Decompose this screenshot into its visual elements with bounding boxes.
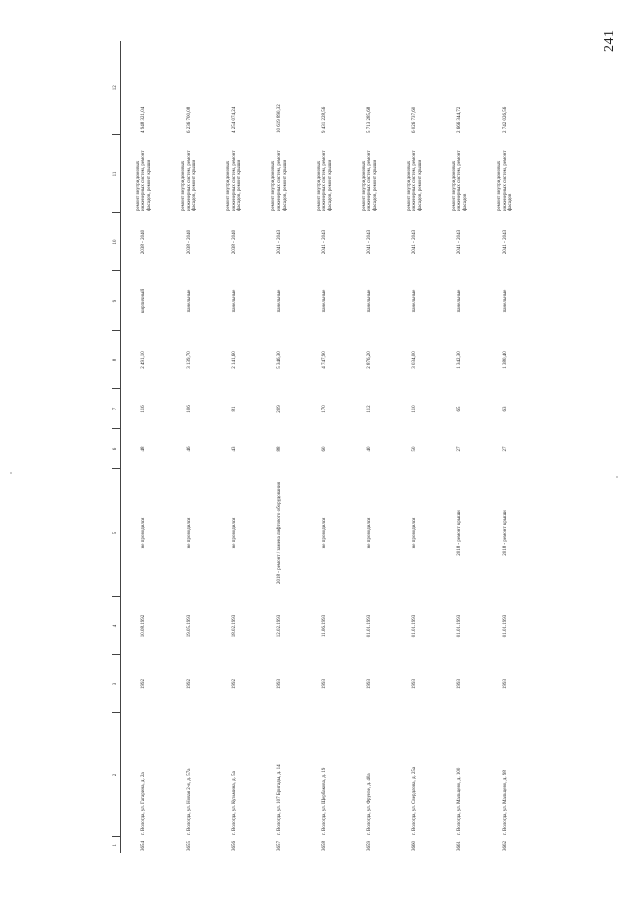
build-year-cell: 1992 <box>186 679 192 689</box>
previous-repair-cell: не проводился <box>322 517 328 549</box>
row-number: 3654 <box>141 841 147 851</box>
table-row <box>257 41 302 853</box>
col7-cell: 116 <box>141 405 147 413</box>
planned-works-cell: ремонт внутридомовых инженерных систем, ремонт фасадов, ремонт крыши <box>135 150 152 211</box>
address-cell: г. Вологда, ул. Свердлова, д. 25а <box>412 766 418 835</box>
registration-date-cell: 19.05.1993 <box>186 614 192 638</box>
build-year-cell: 1993 <box>502 679 508 689</box>
wall-material-cell: кирпичный <box>141 288 147 314</box>
row-number: 3655 <box>186 841 192 851</box>
col7-cell: 110 <box>412 405 418 413</box>
planned-works-cell: ремонт внутридомовых инженерных систем, ремонт фасадов, ремонт крыши <box>181 150 198 211</box>
table-row <box>302 41 347 853</box>
rotated-table-container <box>112 41 528 853</box>
previous-repair-cell: не проводился <box>141 517 147 549</box>
area-cell: 3 034,00 <box>412 351 418 369</box>
wall-material-cell: панельные <box>502 289 508 313</box>
row-number: 3659 <box>367 841 373 851</box>
row-number: 3657 <box>276 841 282 851</box>
build-year-cell: 1993 <box>367 679 373 689</box>
planned-works-cell: ремонт внутридомовых инженерных систем, ремонт фасадов, ремонт крыши <box>361 150 378 211</box>
col-header: 3 <box>112 655 121 713</box>
registration-date-cell: 01.01.1993 <box>412 614 418 638</box>
registration-date-cell: 10.08.1992 <box>141 614 147 638</box>
column-number-header <box>112 41 121 853</box>
area-cell: 4 747,90 <box>322 351 328 369</box>
registration-date-cell: 01.01.1993 <box>457 614 463 638</box>
col6-cell: 60 <box>322 446 328 452</box>
col6-cell: 27 <box>502 446 508 452</box>
col-header: 10 <box>112 213 121 271</box>
address-cell: г. Вологда, ул. Новая 2-я, д. 57а <box>186 768 192 835</box>
build-year-cell: 1992 <box>141 679 147 689</box>
previous-repair-cell: не проводился <box>367 517 373 549</box>
col-header: 4 <box>112 597 121 655</box>
registration-date-cell: 18.02.1993 <box>231 614 237 638</box>
table-row <box>438 41 483 853</box>
registration-date-cell: 01.01.1993 <box>502 614 508 638</box>
col-header: 7 <box>112 389 121 429</box>
col-header: 2 <box>112 713 121 837</box>
repair-period-cell: 2041 - 2043 <box>322 229 328 255</box>
registration-date-cell: 12.02.1993 <box>276 614 282 638</box>
address-cell: г. Вологда, ул. Фрунзе, д. 40а <box>367 773 373 835</box>
area-cell: 2 876,20 <box>367 351 373 369</box>
registration-date-cell: 11.06.1993 <box>322 614 328 638</box>
previous-repair-cell: не проводился <box>186 517 192 549</box>
build-year-cell: 1993 <box>322 679 328 689</box>
repair-period-cell: 2041 - 2043 <box>502 229 508 255</box>
wall-material-cell: панельные <box>231 289 237 313</box>
col-header: 5 <box>112 469 121 597</box>
table-row <box>347 41 392 853</box>
wall-material-cell: панельные <box>367 289 373 313</box>
col7-cell: 63 <box>502 406 508 412</box>
build-year-cell: 1993 <box>276 679 282 689</box>
col6-cell: 88 <box>276 446 282 452</box>
cost-cell: 4 254 074,24 <box>231 106 237 133</box>
row-number: 3658 <box>322 841 328 851</box>
wall-material-cell: панельные <box>186 289 192 313</box>
row-number: 3660 <box>412 841 418 851</box>
build-year-cell: 1993 <box>457 679 463 689</box>
previous-repair-cell: 2018 - ремонт крыши <box>457 510 463 556</box>
scan-artifact <box>616 476 618 478</box>
col-header: 12 <box>112 41 121 135</box>
area-cell: 1 380,40 <box>502 351 508 369</box>
table-row <box>121 41 167 853</box>
col6-cell: 27 <box>457 446 463 452</box>
col-header: 9 <box>112 271 121 331</box>
build-year-cell: 1992 <box>231 679 237 689</box>
area-cell: 2 141,60 <box>231 351 237 369</box>
wall-material-cell: панельные <box>457 289 463 313</box>
address-cell: г. Вологда, ул. Щербакова, д. 19 <box>322 767 328 835</box>
cost-cell: 6 026 737,60 <box>412 106 418 133</box>
col6-cell: 50 <box>412 446 418 452</box>
col-header: 6 <box>112 429 121 469</box>
address-cell: г. Вологда, ул. 107 Бригады, д. 14 <box>276 764 282 835</box>
cost-cell: 6 236 700,08 <box>186 106 192 133</box>
row-number: 3662 <box>502 841 508 851</box>
col7-cell: 209 <box>276 405 282 413</box>
page-number: 241 <box>602 29 617 52</box>
col7-cell: 65 <box>457 406 463 412</box>
build-year-cell: 1993 <box>412 679 418 689</box>
col7-cell: 112 <box>367 405 373 413</box>
repair-period-cell: 2038 - 2040 <box>186 229 192 255</box>
address-cell: г. Вологда, ул. Мальцево, д. 98 <box>502 770 508 835</box>
col7-cell: 170 <box>322 405 328 413</box>
planned-works-cell: ремонт внутридомовых инженерных систем, ремонт фасадов <box>497 150 514 211</box>
col6-cell: 46 <box>186 446 192 452</box>
cost-cell: 9 431 228,56 <box>322 106 328 133</box>
housing-repair-table <box>112 41 528 853</box>
previous-repair-cell: не проводился <box>412 517 418 549</box>
table-row <box>212 41 257 853</box>
planned-works-cell: ремонт внутридомовых инженерных систем, ремонт фасадов, ремонт крыши <box>226 150 243 211</box>
planned-works-cell: ремонт внутридомовых инженерных систем, ремонт фасадов, ремонт крыши <box>406 150 423 211</box>
col-header: 11 <box>112 135 121 213</box>
address-cell: г. Вологда, ул. Кузьмина, д. 5а <box>231 771 237 835</box>
col7-cell: 81 <box>231 406 237 412</box>
planned-works-cell: ремонт внутридомовых инженерных систем, ремонт фасадов, ремонт крыши <box>316 150 333 211</box>
repair-period-cell: 2041 - 2043 <box>412 229 418 255</box>
cost-cell: 2 742 026,56 <box>502 106 508 133</box>
col7-cell: 106 <box>186 405 192 413</box>
cost-cell: 5 713 285,68 <box>367 106 373 133</box>
table-row <box>167 41 212 853</box>
area-cell: 1 342,30 <box>457 351 463 369</box>
row-number: 3656 <box>231 841 237 851</box>
registration-date-cell: 01.01.1993 <box>367 614 373 638</box>
cost-cell: 4 948 321,04 <box>141 106 147 133</box>
table-row <box>483 41 528 853</box>
wall-material-cell: панельные <box>322 289 328 313</box>
previous-repair-cell: 2018 - ремонт / замена лифтового оборудования <box>276 482 282 584</box>
address-cell: г. Вологда, ул. Гагарина, д. 2а <box>141 772 147 835</box>
cost-cell: 2 666 344,72 <box>457 106 463 133</box>
repair-period-cell: 2041 - 2043 <box>457 229 463 255</box>
repair-period-cell: 2038 - 2040 <box>141 229 147 255</box>
area-cell: 5 346,30 <box>276 351 282 369</box>
table-row <box>393 41 438 853</box>
col-header: 1 <box>112 837 121 853</box>
cost-cell: 10 619 890,32 <box>276 104 282 133</box>
row-number: 3661 <box>457 841 463 851</box>
col6-cell: 43 <box>231 446 237 452</box>
previous-repair-cell: 2018 - ремонт крыши <box>502 510 508 556</box>
repair-period-cell: 2041 - 2043 <box>367 229 373 255</box>
address-cell: г. Вологда, ул. Мальцево, д. 100 <box>457 767 463 835</box>
previous-repair-cell: не проводился <box>231 517 237 549</box>
repair-period-cell: 2038 - 2040 <box>231 229 237 255</box>
col-header: 8 <box>112 331 121 389</box>
repair-period-cell: 2041 - 2043 <box>276 229 282 255</box>
col6-cell: 48 <box>141 446 147 452</box>
scan-artifact <box>10 472 12 474</box>
area-cell: 3 139,70 <box>186 351 192 369</box>
wall-material-cell: панельные <box>412 289 418 313</box>
area-cell: 2 491,10 <box>141 351 147 369</box>
planned-works-cell: ремонт внутридомовых инженерных систем, ремонт фасадов, ремонт крыши <box>271 150 288 211</box>
col6-cell: 40 <box>367 446 373 452</box>
wall-material-cell: панельные <box>276 289 282 313</box>
planned-works-cell: ремонт внутридомовых инженерных систем, ремонт фасадов <box>451 150 469 211</box>
